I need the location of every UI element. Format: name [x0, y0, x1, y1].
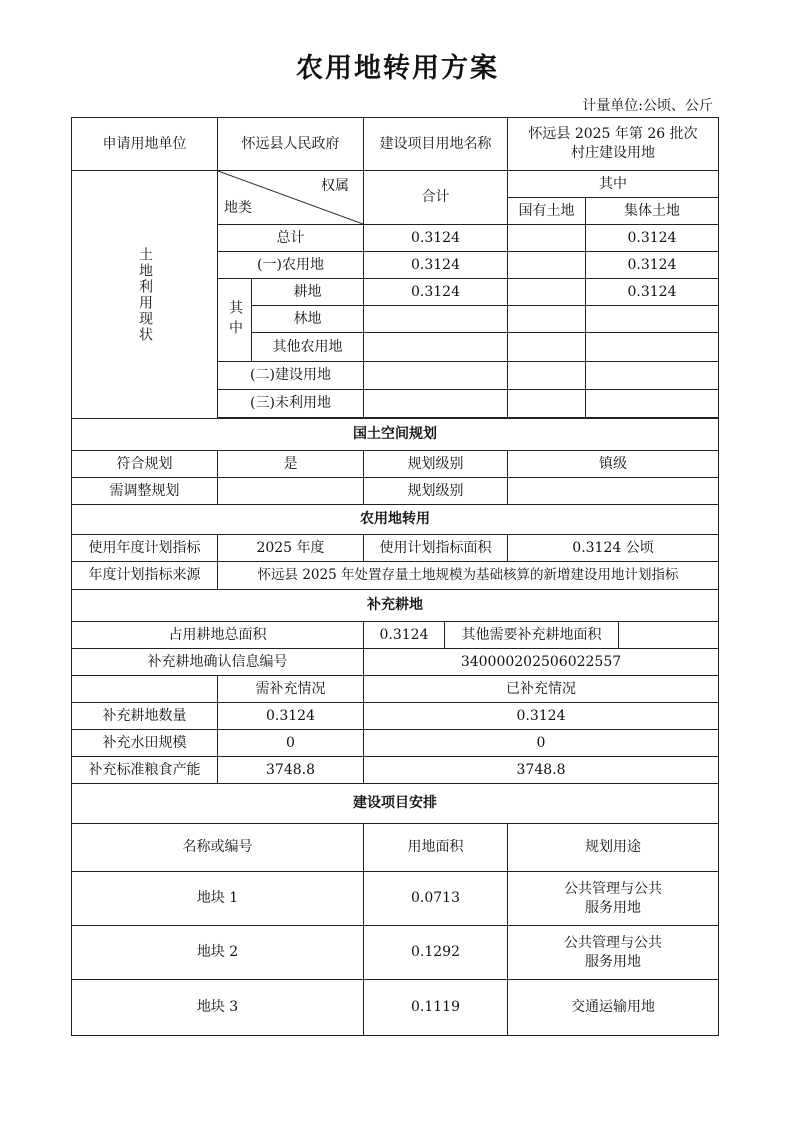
- supplement-row: 补充水田规模 0 0: [72, 730, 719, 757]
- collective-land-header: 集体土地: [586, 198, 719, 225]
- conversion-plan-table: [71, 117, 719, 1036]
- apply-unit-value: 怀远县人民政府: [218, 118, 364, 171]
- confirm-number-value: 340000202506022557: [364, 649, 719, 676]
- plan-level-label: 规划级别: [364, 451, 508, 478]
- land-use-row: (一)农用地 0.3124 0.3124: [72, 252, 719, 279]
- land-use-section-label: 土地利用现状: [72, 171, 218, 419]
- land-use-row: (三)未利用地: [72, 390, 719, 418]
- plan-source-label: 年度计划指标来源: [72, 562, 218, 590]
- plan-level-value: 镇级: [508, 451, 719, 478]
- supplement-blank-header: [72, 676, 218, 703]
- planning-section-header: 国土空间规划: [72, 419, 719, 451]
- measurement-unit: 计量单位:公顷、公斤: [582, 98, 713, 114]
- plot-row: 地块 2 0.1292 公共管理与公共 服务用地: [72, 926, 719, 980]
- occupied-area-label: 占用耕地总面积: [72, 622, 364, 649]
- page-title: 农用地转用方案: [296, 53, 499, 84]
- supplement-row: 补充标准粮食产能 3748.8 3748.8: [72, 757, 719, 784]
- apply-row: [72, 118, 719, 171]
- need-supplement-header: 需补充情况: [218, 676, 364, 703]
- supplement-section-header: 补充耕地: [72, 590, 719, 622]
- adjust-level-label: 规划级别: [364, 478, 508, 505]
- plan-area-label: 使用计划指标面积: [364, 535, 508, 562]
- total-header: 合计: [364, 171, 508, 225]
- plan-area-value: 0.3124 公顷: [508, 535, 719, 562]
- adjust-level-value: [508, 478, 719, 505]
- project-name-label: 建设项目用地名称: [364, 118, 508, 171]
- ownership-header: 权属: [321, 178, 349, 194]
- arrangement-section-header: 建设项目安排: [72, 784, 719, 824]
- supplement-row: 补充耕地数量 0.3124 0.3124: [72, 703, 719, 730]
- land-use-row: 林地: [72, 306, 719, 333]
- done-supplement-header: 已补充情况: [364, 676, 719, 703]
- adjust-plan-label: 需调整规划: [72, 478, 218, 505]
- plot-row: 地块 3 0.1119 交通运输用地: [72, 980, 719, 1036]
- plan-source-value: 怀远县 2025 年处置存量土地规模为基础核算的新增建设用地计划指标: [218, 562, 719, 590]
- plot-row: 地块 1 0.0713 公共管理与公共 服务用地: [72, 872, 719, 926]
- conform-plan-value: 是: [218, 451, 364, 478]
- conform-plan-label: 符合规划: [72, 451, 218, 478]
- land-use-row: 总计 0.3124 0.3124: [72, 225, 719, 252]
- other-supplement-value: [619, 622, 719, 649]
- state-land-header: 国有土地: [508, 198, 586, 225]
- other-supplement-label: 其他需要补充耕地面积: [445, 622, 619, 649]
- conversion-section-header: 农用地转用: [72, 505, 719, 535]
- col-area-header: 用地面积: [364, 824, 508, 872]
- ownership-type-header: [218, 171, 364, 225]
- plan-year-value: 2025 年度: [218, 535, 364, 562]
- apply-unit-label: 申请用地单位: [72, 118, 218, 171]
- col-use-header: 规划用途: [508, 824, 719, 872]
- occupied-area-value: 0.3124: [364, 622, 445, 649]
- land-use-row: (二)建设用地: [72, 362, 719, 390]
- plan-year-label: 使用年度计划指标: [72, 535, 218, 562]
- land-use-row: 其他农用地: [72, 333, 719, 362]
- land-use-row: 其中 耕地 0.3124 0.3124: [72, 279, 719, 306]
- among-sub-label: 其中: [218, 279, 252, 362]
- confirm-number-label: 补充耕地确认信息编号: [72, 649, 364, 676]
- among-header: 其中: [508, 171, 719, 198]
- adjust-plan-value: [218, 478, 364, 505]
- col-name-header: 名称或编号: [72, 824, 364, 872]
- project-name-value: 怀远县 2025 年第 26 批次 村庄建设用地: [508, 118, 719, 171]
- land-type-header: 地类: [224, 200, 252, 217]
